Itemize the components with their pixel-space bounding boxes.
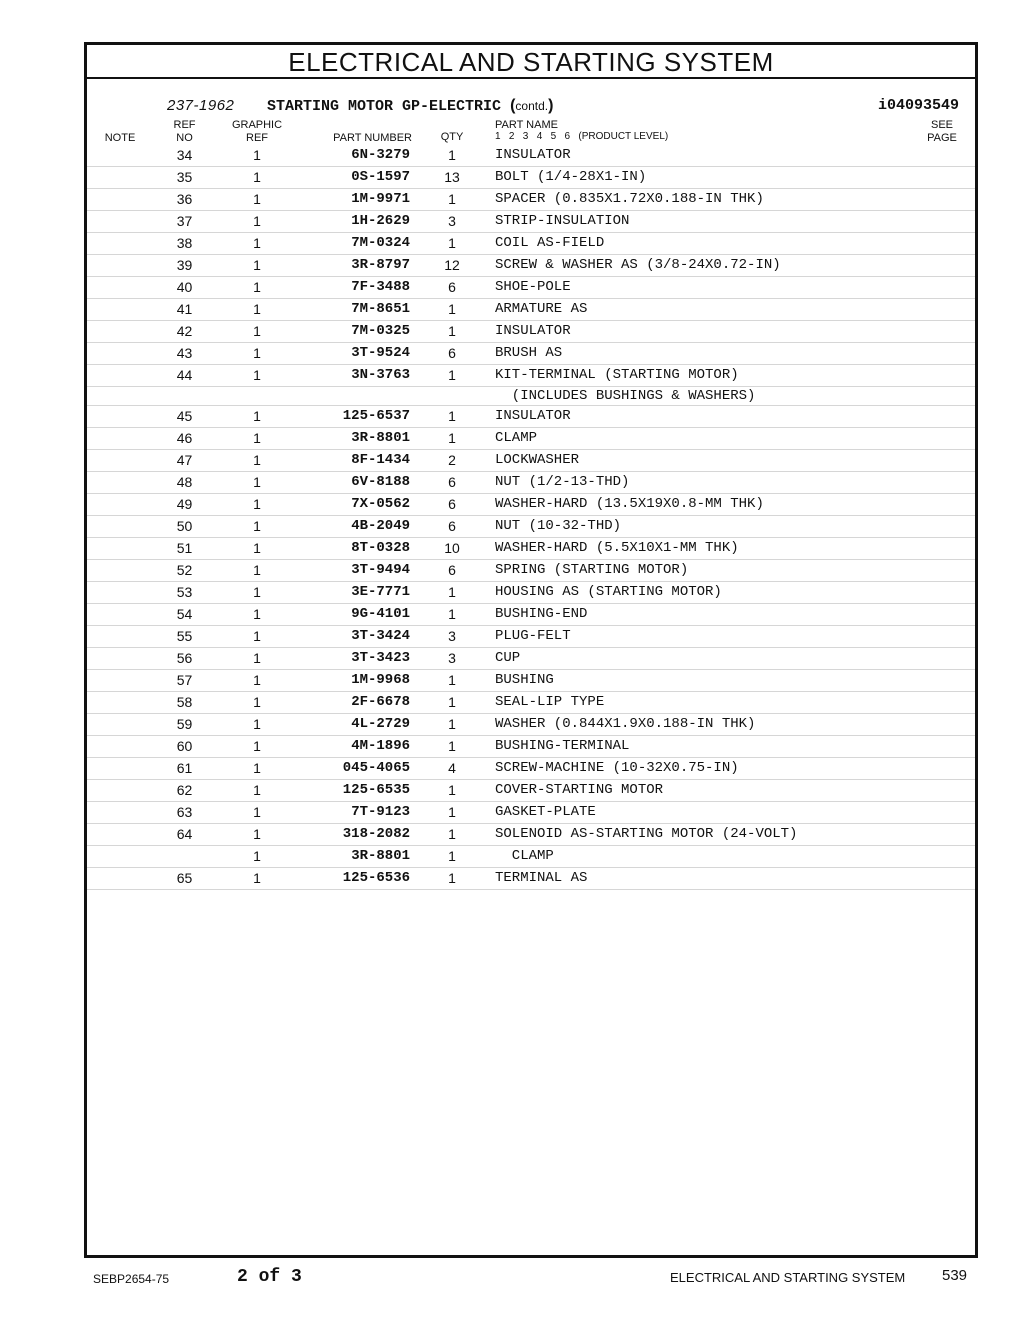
part-name: SPACER (0.835X1.72X0.188-IN THK) (495, 191, 764, 207)
page-frame (84, 42, 978, 1258)
part-number: 8F-1434 (351, 452, 410, 468)
graphic-ref: 1 (253, 474, 261, 490)
ref-no: 54 (176, 606, 193, 622)
table-row (87, 824, 975, 846)
quantity: 12 (444, 257, 460, 273)
graphic-ref: 1 (253, 782, 261, 798)
part-number: 1M-9968 (351, 672, 410, 688)
quantity: 1 (448, 826, 456, 842)
part-name: INSULATOR (495, 408, 571, 424)
graphic-ref: 1 (253, 606, 261, 622)
part-number: 3T-9524 (351, 345, 410, 361)
graphic-ref: 1 (253, 562, 261, 578)
part-name: BRUSH AS (495, 345, 563, 361)
table-row (87, 255, 975, 277)
part-name: SHOE-POLE (495, 279, 571, 295)
quantity: 1 (448, 301, 456, 317)
part-number: 3N-3763 (351, 367, 410, 383)
graphic-ref: 1 (253, 430, 261, 446)
graphic-ref: 1 (253, 628, 261, 644)
ref-no: 34 (176, 147, 193, 163)
quantity: 1 (448, 584, 456, 600)
part-number: 3T-3424 (351, 628, 410, 644)
ref-no: 39 (176, 257, 193, 273)
table-row (87, 758, 975, 780)
part-number: 3R-8801 (351, 430, 410, 446)
part-number: 7X-0562 (351, 496, 410, 512)
graphic-ref: 1 (253, 496, 261, 512)
graphic-ref: 1 (253, 452, 261, 468)
quantity: 1 (448, 408, 456, 424)
ref-no: 51 (176, 540, 193, 556)
graphic-ref: 1 (253, 169, 261, 185)
paren-close: ) (548, 97, 554, 114)
table-row (87, 802, 975, 824)
graphic-ref: 1 (253, 848, 261, 864)
part-number: 1H-2629 (351, 213, 410, 229)
ref-no: 56 (176, 650, 193, 666)
header-part-number: PART NUMBER (333, 132, 412, 144)
table-row (87, 277, 975, 299)
part-number: 125-6537 (342, 408, 410, 424)
quantity: 10 (444, 540, 460, 556)
ref-no: 42 (176, 323, 193, 339)
quantity: 1 (448, 191, 456, 207)
table-row (87, 714, 975, 736)
part-name: INSULATOR (495, 147, 571, 163)
quantity: 6 (448, 345, 456, 361)
table-row (87, 648, 975, 670)
graphic-ref: 1 (253, 367, 261, 383)
part-number: 7F-3488 (351, 279, 410, 295)
quantity: 6 (448, 279, 456, 295)
graphic-ref: 1 (253, 540, 261, 556)
part-name: CLAMP (495, 848, 554, 864)
part-number: 0S-1597 (351, 169, 410, 185)
part-name: SOLENOID AS-STARTING MOTOR (24-VOLT) (495, 826, 798, 842)
ref-no: 48 (176, 474, 193, 490)
part-name: SPRING (STARTING MOTOR) (495, 562, 689, 578)
header-ref-top: REF (173, 119, 196, 131)
ref-no: 53 (176, 584, 193, 600)
graphic-ref: 1 (253, 694, 261, 710)
ref-no: 40 (176, 279, 193, 295)
part-number: 3T-9494 (351, 562, 410, 578)
ref-no: 62 (176, 782, 193, 798)
ref-no: 38 (176, 235, 193, 251)
graphic-ref: 1 (253, 870, 261, 886)
quantity: 6 (448, 496, 456, 512)
footer-section: ELECTRICAL AND STARTING SYSTEM (670, 1270, 906, 1285)
ref-no: 63 (176, 804, 193, 820)
ref-no: 41 (176, 301, 193, 317)
graphic-ref: 1 (253, 804, 261, 820)
table-row (87, 321, 975, 343)
table-row (87, 736, 975, 758)
part-number: 4B-2049 (351, 518, 410, 534)
header-part-name: PART NAME (495, 119, 558, 131)
quantity: 3 (448, 628, 456, 644)
part-number: 045-4065 (342, 760, 410, 776)
quantity: 1 (448, 235, 456, 251)
part-number: 2F-6678 (351, 694, 410, 710)
part-name: BUSHING (495, 672, 554, 688)
part-name: WASHER-HARD (5.5X10X1-MM THK) (495, 540, 739, 556)
ref-no: 52 (176, 562, 193, 578)
part-name: GASKET-PLATE (495, 804, 596, 820)
quantity: 1 (448, 716, 456, 732)
page-title: ELECTRICAL AND STARTING SYSTEM (87, 45, 975, 79)
part-name: SCREW-MACHINE (10-32X0.75-IN) (495, 760, 739, 776)
table-row (87, 450, 975, 472)
ref-no: 50 (176, 518, 193, 534)
ref-no: 44 (176, 367, 193, 383)
table-row (87, 189, 975, 211)
quantity: 2 (448, 452, 456, 468)
header-graphic-bottom: REF (246, 132, 268, 144)
table-row (87, 233, 975, 255)
quantity: 6 (448, 562, 456, 578)
part-number: 4M-1896 (351, 738, 410, 754)
part-name: NUT (10-32-THD) (495, 518, 622, 534)
header-see-bottom: PAGE (927, 132, 957, 144)
table-row (87, 846, 975, 868)
part-number: 4L-2729 (351, 716, 410, 732)
quantity: 1 (448, 738, 456, 754)
graphic-ref: 1 (253, 738, 261, 754)
part-name: INSULATOR (495, 323, 571, 339)
part-number: 318-2082 (342, 826, 410, 842)
quantity: 6 (448, 474, 456, 490)
ref-no: 46 (176, 430, 193, 446)
quantity: 1 (448, 367, 456, 383)
graphic-ref: 1 (253, 408, 261, 424)
part-name: NUT (1/2-13-THD) (495, 474, 630, 490)
quantity: 1 (448, 323, 456, 339)
quantity: 1 (448, 782, 456, 798)
quantity: 13 (444, 169, 460, 185)
part-number: 8T-0328 (351, 540, 410, 556)
part-number: 1M-9971 (351, 191, 410, 207)
graphic-ref: 1 (253, 191, 261, 207)
part-name: BUSHING-END (495, 606, 588, 622)
graphic-ref: 1 (253, 826, 261, 842)
ref-no: 65 (176, 870, 193, 886)
part-name: TERMINAL AS (495, 870, 588, 886)
table-row (87, 626, 975, 648)
table-row (87, 494, 975, 516)
quantity: 1 (448, 848, 456, 864)
graphic-ref: 1 (253, 672, 261, 688)
contd-label: contd. (515, 99, 549, 113)
ref-no: 64 (176, 826, 193, 842)
quantity: 1 (448, 870, 456, 886)
table-row (87, 167, 975, 189)
part-number: 3R-8801 (351, 848, 410, 864)
group-name: STARTING MOTOR GP-ELECTRIC (267, 98, 502, 115)
table-row (87, 582, 975, 604)
footer-doc-id: SEBP2654-75 (93, 1272, 170, 1286)
part-name: ARMATURE AS (495, 301, 588, 317)
table-row (87, 604, 975, 626)
ref-no: 45 (176, 408, 193, 424)
graphic-ref: 1 (253, 716, 261, 732)
graphic-ref: 1 (253, 213, 261, 229)
table-row (87, 406, 975, 428)
header-ref-bottom: NO (176, 132, 193, 144)
part-name: WASHER-HARD (13.5X19X0.8-MM THK) (495, 496, 764, 512)
table-row (87, 365, 975, 387)
table-row-continuation (87, 387, 975, 406)
part-number: 7M-8651 (351, 301, 410, 317)
header-product-levels: 1 2 3 4 5 6 (PRODUCT LEVEL) (495, 131, 669, 142)
graphic-ref: 1 (253, 257, 261, 273)
part-number: 6N-3279 (351, 147, 410, 163)
table-row (87, 560, 975, 582)
graphic-ref: 1 (253, 584, 261, 600)
footer-page-of: 2 of 3 (237, 1267, 302, 1287)
part-name: SCREW & WASHER AS (3/8-24X0.72-IN) (495, 257, 781, 273)
part-name-continuation: (INCLUDES BUSHINGS & WASHERS) (495, 388, 756, 404)
ref-no: 43 (176, 345, 193, 361)
quantity: 3 (448, 213, 456, 229)
quantity: 1 (448, 694, 456, 710)
quantity: 4 (448, 760, 456, 776)
part-name: LOCKWASHER (495, 452, 580, 468)
ref-no: 61 (176, 760, 193, 776)
part-number: 9G-4101 (351, 606, 410, 622)
table-row (87, 211, 975, 233)
graphic-ref: 1 (253, 301, 261, 317)
part-name: BUSHING-TERMINAL (495, 738, 630, 754)
part-number: 3E-7771 (351, 584, 410, 600)
part-name: BOLT (1/4-28X1-IN) (495, 169, 647, 185)
group-header (87, 97, 975, 117)
ref-no: 55 (176, 628, 193, 644)
part-name: HOUSING AS (STARTING MOTOR) (495, 584, 722, 600)
graphic-ref: 1 (253, 235, 261, 251)
parts-table (87, 145, 975, 890)
ref-no: 59 (176, 716, 193, 732)
ref-no: 60 (176, 738, 193, 754)
table-row (87, 516, 975, 538)
table-row (87, 299, 975, 321)
ref-no: 47 (176, 452, 193, 468)
quantity: 1 (448, 430, 456, 446)
part-number: 7M-0324 (351, 235, 410, 251)
header-see-top: SEE (930, 119, 953, 131)
graphic-ref: 1 (253, 279, 261, 295)
part-name: COVER-STARTING MOTOR (495, 782, 664, 798)
graphic-ref: 1 (253, 147, 261, 163)
part-number: 7T-9123 (351, 804, 410, 820)
ref-no: 57 (176, 672, 193, 688)
part-name: CLAMP (495, 430, 538, 446)
table-row (87, 428, 975, 450)
graphic-ref: 1 (253, 518, 261, 534)
quantity: 6 (448, 518, 456, 534)
quantity: 1 (448, 147, 456, 163)
table-row (87, 780, 975, 802)
ref-no: 37 (176, 213, 193, 229)
graphic-ref: 1 (253, 760, 261, 776)
graphic-ref: 1 (253, 650, 261, 666)
table-row (87, 670, 975, 692)
ref-no: 35 (176, 169, 193, 185)
graphic-ref: 1 (253, 323, 261, 339)
group-number: 237-1962 (167, 97, 235, 114)
part-number: 6V-8188 (351, 474, 410, 490)
group-name-line (267, 97, 553, 115)
quantity: 1 (448, 606, 456, 622)
part-name: KIT-TERMINAL (STARTING MOTOR) (495, 367, 739, 383)
table-row (87, 472, 975, 494)
table-row (87, 692, 975, 714)
quantity: 1 (448, 804, 456, 820)
part-name: CUP (495, 650, 521, 666)
part-number: 125-6536 (342, 870, 410, 886)
part-name: STRIP-INSULATION (495, 213, 630, 229)
footer-page-number: 539 (942, 1267, 968, 1284)
quantity: 3 (448, 650, 456, 666)
paren-open: ( (510, 97, 516, 114)
table-row (87, 538, 975, 560)
quantity: 1 (448, 672, 456, 688)
part-number: 3T-3423 (351, 650, 410, 666)
part-name: SEAL-LIP TYPE (495, 694, 605, 710)
part-number: 7M-0325 (351, 323, 410, 339)
header-graphic-top: GRAPHIC (231, 119, 283, 131)
part-name: COIL AS-FIELD (495, 235, 605, 251)
part-number: 125-6535 (342, 782, 410, 798)
table-row (87, 145, 975, 167)
table-row (87, 868, 975, 890)
part-name: WASHER (0.844X1.9X0.188-IN THK) (495, 716, 756, 732)
graphic-ref: 1 (253, 345, 261, 361)
ref-no: 58 (176, 694, 193, 710)
ref-no: 49 (176, 496, 193, 512)
header-note: NOTE (104, 132, 136, 144)
part-number: 3R-8797 (351, 257, 410, 273)
part-name: PLUG-FELT (495, 628, 571, 644)
header-qty: QTY (440, 131, 464, 143)
table-row (87, 343, 975, 365)
ref-no: 36 (176, 191, 193, 207)
group-id: i04093549 (877, 97, 959, 114)
